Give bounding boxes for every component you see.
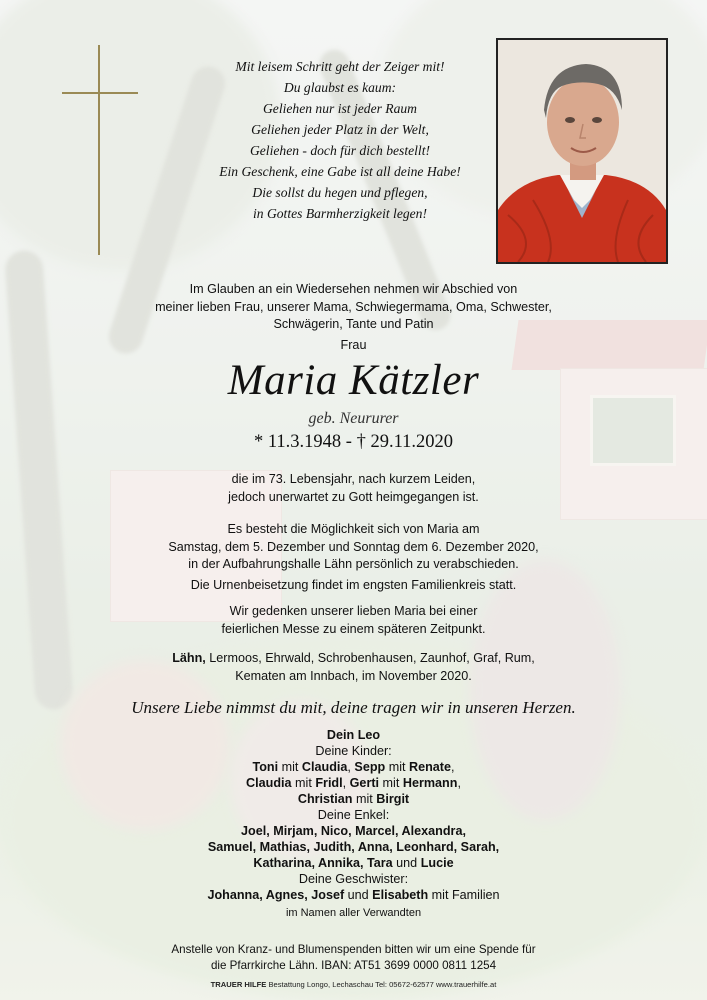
name-bold: Katharina, Annika, Tara [253,856,393,870]
deceased-name: Maria Kätzler [227,357,480,404]
name-bold: Toni [252,760,279,774]
life-dates: * 11.3.1948 - † 29.11.2020 [253,432,454,452]
connector-text: , [342,776,350,790]
farewell-line: in der Aufbahrungshalle Lähn persönlich zu verabschieden. [188,557,519,571]
connector-text: mit [352,792,377,806]
portrait-photo [496,38,668,264]
poem-line: in Gottes Barmherzigkeit legen! [252,206,428,221]
cross-icon-vertical [98,45,100,255]
name-bold: Claudia [246,776,292,790]
cross-icon-horizontal [62,92,138,94]
intro-line: Im Glauben an ein Wiedersehen nehmen wir Abschied von [189,282,518,296]
name-bold: Gerti [349,776,380,790]
intro-text [0,281,707,334]
connector-text: und [344,888,373,902]
grandchildren-list [0,823,707,871]
connector-text: mit [379,776,403,790]
footer [0,980,707,989]
farewell-line: Samstag, dem 5. Dezember und Sonntag dem 6. Dezember 2020, [168,539,539,554]
footer-brand: TRAUER HILFE [210,980,267,989]
poem-line: Mit leisem Schritt geht der Zeiger mit! [235,59,445,74]
connector-text: und [392,856,421,870]
name-bold: Johanna, Agnes, Josef [207,888,345,902]
connector-text: mit [291,776,316,790]
maiden-name: geb. Neururer [308,410,399,427]
closing-line: im Namen aller Verwandten [285,907,422,919]
mass-line: feierlichen Messe zu einem späteren Zeitpunkt. [221,621,486,636]
connector-text: , [451,760,455,774]
siblings-list [0,887,707,903]
children-line [0,775,707,791]
places-rest: Lermoos, Ehrwald, Schrobenhausen, Zaunhof, Graf, Rum, [205,651,535,665]
poem-line: Geliehen nur ist jeder Raum [262,101,418,116]
name-bold: Samuel, Mathias, Judith, Anna, Leonhard, Sarah, [207,840,500,854]
farewell-line: Es besteht die Möglichkeit sich von Maria am [227,522,480,536]
mass-text [0,603,707,638]
connector-text: , [347,760,355,774]
places-line: Kematen am Innbach, im November 2020. [235,668,472,683]
name-bold: Renate [409,760,452,774]
mass-line: Wir gedenken unserer lieben Maria bei einer [229,604,478,618]
connector-text: , [457,776,461,790]
name-bold: Birgit [376,792,410,806]
name-bold: Fridl [315,776,343,790]
urn-text: Die Urnenbeisetzung findet im engsten Familienkreis statt. [190,578,517,592]
name-bold: Lucie [420,856,454,870]
motto: Unsere Liebe nimmst du mit, deine tragen wir in unseren Herzen. [131,698,576,717]
footer-text: Bestattung Longo, Lechaschau Tel: 05672-62577 www.trauerhilfe.at [266,980,497,989]
husband-line [0,727,707,743]
donation-line: Anstelle von Kranz- und Blumenspenden bitten wir um eine Spende für [171,943,536,956]
places-date [0,650,707,685]
farewell-text [0,521,707,574]
family-list [0,727,707,921]
name-bold: Christian [297,792,353,806]
intro-line: Schwägerin, Tante und Patin [273,317,434,331]
grandchildren-line [0,839,707,855]
children-list [0,759,707,807]
death-line: jedoch unerwartet zu Gott heimgegangen ist. [228,489,479,504]
poem-line: Geliehen - doch für dich bestellt! [249,143,431,158]
intro-line: meiner lieben Frau, unserer Mama, Schwiegermama, Oma, Schwester, [155,299,552,314]
poem-line: Geliehen jeder Platz in der Welt, [251,122,429,137]
poem-line: Die sollst du hegen und pflegen, [252,185,428,200]
poem-line: Du glaubst es kaum: [283,80,397,95]
children-line [0,791,707,807]
places-line [0,650,707,668]
name-bold: Hermann [402,776,458,790]
name-bold: Joel, Mirjam, Nico, Marcel, Alexandra, [241,824,466,838]
siblings-line [0,887,707,903]
portrait-illustration [498,40,666,262]
husband: Dein Leo [326,728,381,742]
death-text [0,471,707,506]
salutation: Frau [340,338,367,352]
poem-line: Ein Geschenk, eine Gabe ist all deine Habe! [219,164,461,179]
grandchildren-line [0,823,707,839]
grandchildren-line [0,855,707,871]
name-bold: Elisabeth [372,888,429,902]
children-label: Deine Kinder: [315,744,392,758]
name-bold: Claudia [301,760,348,774]
children-line [0,759,707,775]
donation-text [0,942,707,974]
connector-text: mit [385,760,410,774]
poem [190,56,490,224]
connector-text: mit Familien [428,888,500,902]
siblings-label: Deine Geschwister: [298,872,409,886]
places-bold: Lähn, [172,651,206,665]
name-bold: Sepp [354,760,386,774]
connector-text: mit [278,760,302,774]
grandchildren-label: Deine Enkel: [317,808,390,822]
donation-line: die Pfarrkirche Lähn. IBAN: AT51 3699 0000 0811 1254 [210,959,497,972]
death-line: die im 73. Lebensjahr, nach kurzem Leiden, [231,472,476,486]
